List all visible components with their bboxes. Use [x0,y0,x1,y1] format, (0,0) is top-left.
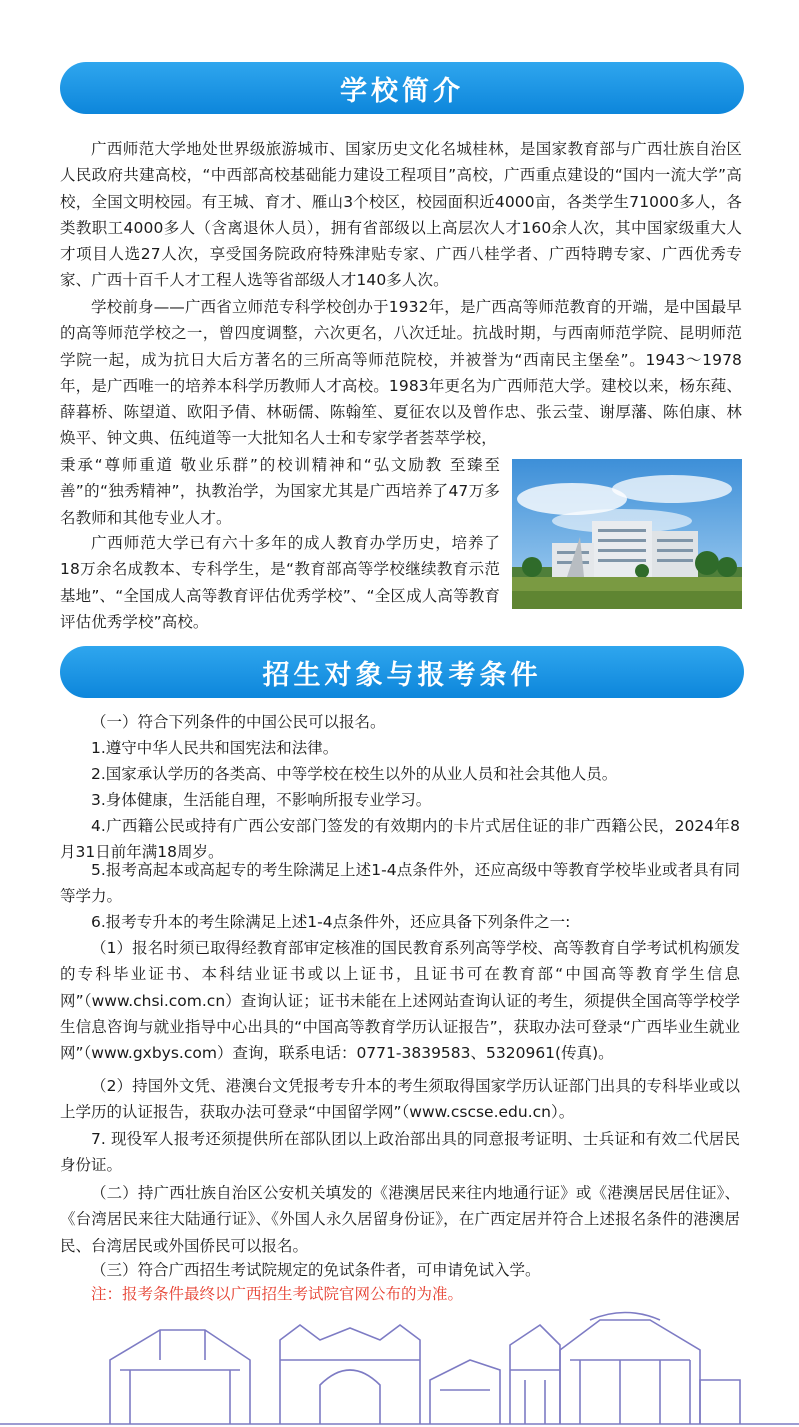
section-header-school-intro [60,62,744,114]
intro-paragraph-2-continued: 秉承“尊师重道 敬业乐群”的校训精神和“弘文励教 至臻至善”的“独秀精神”，执教治学，为国家尤其是广西培养了47万多名教师和其他专业人才。 [60,456,500,527]
condition-item: 3.身体健康，生活能自理，不影响所报专业学习。 [91,791,432,809]
condition-item: 5.报考高起本或高起专的考生除满足上述1-4点条件外，还应高级中等教育学校毕业或者具有同等学力。 [60,861,740,906]
condition-item: 7. 现役军人报考还须提供所在部队团以上政治部出具的同意报考证明、士兵证和有效二代居民身份证。 [60,1130,740,1175]
section-title: 学校简介 [340,75,464,107]
condition-item: （二）持广西壮族自治区公安机关填发的《港澳居民来往内地通行证》或《港澳居民居住证》、《台湾居民来往大陆通行证》、《外国人永久居留身份证》，在广西定居并符合上述报名条件的港澳居民、台湾居民或外国侨民可以报名。 [60,1184,740,1255]
condition-item: 2.国家承认学历的各类高、中等学校在校生以外的从业人员和社会其他人员。 [91,765,618,783]
condition-item: 6.报考专升本的考生除满足上述1-4点条件外，还应具备下列条件之一: [91,913,571,931]
condition-item: （1）报名时须已取得经教育部审定核准的国民教育系列高等学校、高等教育自学考试机构颁发的专科毕业证书、本科结业证书或以上证书，且证书可在教育部“中国高等教育学生信息网”（www.chsi.com.cn）查询认证；证书未能在上述网站查询认证的考生，须提供全国高等学校学生信息咨询与就业指导中心出具的“中国高等教育学历认证报告”，获取办法可登录“广西毕业生就业网”（www.gxbys.com）查询，联系电话：0771-3839583、5320961(传真)。 [60,939,740,1063]
intro-paragraph-1: 广西师范大学地处世界级旅游城市、国家历史文化名城桂林，是国家教育部与广西壮族自治区人民政府共建高校，“中西部高校基础能力建设工程项目”高校，广西重点建设的“国内一流大学”高校，全国文明校园。有王城、育才、雁山3个校区，校园面积近4000亩，各类学生71000多人，各类教职工4000多人（含离退休人员），拥有省部级以上高层次人才160余人次，其中国家级重大人才项目人选27人次，享受国务院政府特殊津贴专家、广西八桂学者、广西特聘专家、广西优秀专家、广西十百千人才工程人选等省部级人才140多人次。 [60,140,742,290]
section-header-admission-conditions [60,646,744,698]
section-title: 招生对象与报考条件 [262,659,542,691]
intro-paragraph-2: 学校前身——广西省立师范专科学校创办于1932年，是广西高等师范教育的开端，是中国最早的高等师范学校之一，曾四度调整，六次更名，八次迁址。抗战时期，与西南师范学院、昆明师范学院一起，成为抗日大后方著名的三所高等师范院校，并被誉为“西南民主堡垒”。1943～1978年，是广西唯一的培养本科学历教师人才高校。1983年更名为广西师范大学。建校以来，杨东莼、薛暮桥、陈望道、欧阳予倩、林砺儒、陈翰笙、夏征农以及曾作忠、张云莹、谢厚藩、陈伯康、林焕平、钟文典、伍纯道等一大批知名人士和专家学者荟萃学校， [60,298,742,448]
intro-paragraph-3: 广西师范大学已有六十多年的成人教育办学历史，培养了18万余名成教本、专科学生，是“教育部高等学校继续教育示范基地”、“全国成人高等教育评估优秀学校”、“全区成人高等教育评估优秀学校”高校。 [60,534,500,631]
condition-item: （三）符合广西招生考试院规定的免试条件者，可申请免试入学。 [91,1261,541,1279]
condition-item: （2）持国外文凭、港澳台文凭报考专升本的考生须取得国家学历认证部门出具的专科毕业或以上学历的认证报告，获取办法可登录“中国留学网”（www.cscse.edu.cn）。 [60,1077,740,1122]
condition-item: 4.广西籍公民或持有广西公安部门签发的有效期内的卡片式居住证的非广西籍公民，2024年8月31日前年满18周岁。 [60,817,740,862]
campus-skyline-illustration [0,1300,799,1427]
admission-note: 注：报考条件最终以广西招生考试院官网公布的为准。 [91,1285,464,1303]
condition-item: （一）符合下列条件的中国公民可以报名。 [91,713,386,731]
condition-item: 1.遵守中华人民共和国宪法和法律。 [91,739,339,757]
campus-building-photo [512,459,742,609]
